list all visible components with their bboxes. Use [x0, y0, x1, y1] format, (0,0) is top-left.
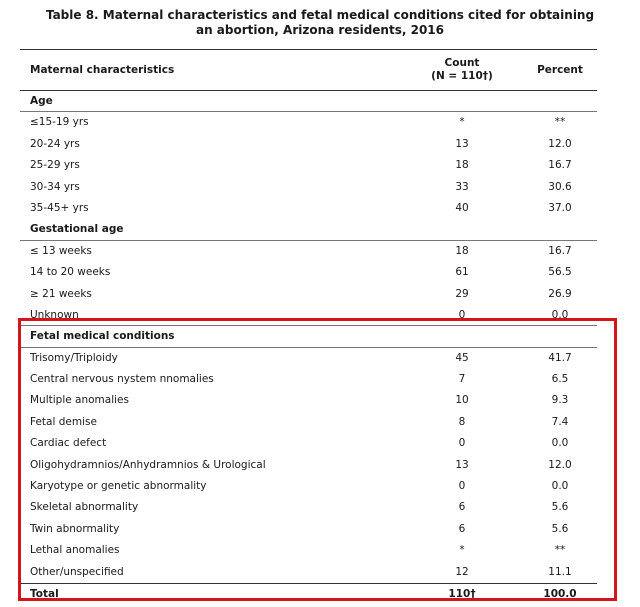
- row-label: Twin abnormality: [30, 522, 120, 535]
- row-percent: 0.0: [551, 480, 569, 493]
- row-label: Other/unspecified: [30, 565, 124, 578]
- row-count: 18: [455, 244, 469, 257]
- table-row: [20, 198, 597, 219]
- total-percent: 100.0: [543, 587, 577, 600]
- table-row: [20, 241, 597, 262]
- row-count: 18: [455, 159, 469, 172]
- table-title-line-2: an abortion, Arizona residents, 2016: [195, 23, 444, 37]
- header-maternal-characteristics: Maternal characteristics: [30, 64, 175, 76]
- row-count: 13: [455, 458, 469, 471]
- row-percent: 0.0: [551, 308, 569, 321]
- row-label: ≤ 13 weeks: [30, 244, 92, 257]
- row-count: 0: [458, 437, 466, 450]
- row-label: Multiple anomalies: [30, 394, 129, 407]
- row-count: 33: [455, 180, 469, 193]
- section-title: Gestational age: [30, 223, 124, 236]
- row-label: 14 to 20 weeks: [30, 266, 111, 279]
- row-count: 13: [455, 137, 469, 150]
- row-percent: **: [554, 544, 566, 557]
- header-count-label: Count: [444, 57, 480, 69]
- row-count: 29: [455, 287, 469, 300]
- row-percent: 12.0: [548, 137, 572, 150]
- row-percent: 5.6: [551, 501, 569, 514]
- row-label: Central nervous nystem nnomalies: [30, 373, 214, 386]
- row-percent: 16.7: [548, 159, 572, 172]
- row-label: Skeletal abnormality: [30, 501, 139, 514]
- header-count-n: (N = 110†): [431, 70, 493, 82]
- row-count: 6: [458, 522, 466, 535]
- row-count: 12: [455, 565, 469, 578]
- row-label: Oligohydramnios/Anhydramnios & Urological: [30, 458, 266, 471]
- row-label: ≤15-19 yrs: [30, 116, 89, 129]
- row-label: 25-29 yrs: [30, 159, 80, 172]
- table-row: [20, 134, 597, 155]
- row-label: Lethal anomalies: [30, 544, 120, 557]
- table-row: [20, 177, 597, 198]
- table-row: [20, 155, 597, 176]
- table-row: [20, 112, 597, 133]
- row-percent: 6.5: [551, 373, 569, 386]
- table-title-line-1: Table 8. Maternal characteristics and fetal medical conditions cited for obtaining: [45, 8, 595, 22]
- table-title: [0, 8, 640, 38]
- highlight-box-fetal-conditions: [18, 318, 617, 601]
- row-percent: 30.6: [548, 180, 572, 193]
- row-label: 35-45+ yrs: [30, 201, 89, 214]
- row-percent: 9.3: [551, 394, 569, 407]
- row-count: 40: [455, 201, 469, 214]
- section-header: [20, 91, 597, 112]
- row-percent: 26.9: [548, 287, 572, 300]
- row-count: 8: [458, 415, 466, 428]
- row-count: 0: [458, 480, 466, 493]
- row-count: 45: [455, 351, 469, 364]
- row-label: ≥ 21 weeks: [30, 287, 92, 300]
- row-count: 0: [458, 308, 466, 321]
- row-count: *: [459, 116, 465, 129]
- section-title: Fetal medical conditions: [30, 330, 175, 343]
- row-label: Unknown: [30, 308, 79, 321]
- row-percent: 37.0: [548, 201, 572, 214]
- row-percent: 56.5: [548, 266, 572, 279]
- row-percent: 11.1: [548, 565, 572, 578]
- section-header: [20, 219, 597, 240]
- row-label: 20-24 yrs: [30, 137, 80, 150]
- row-percent: 41.7: [548, 351, 572, 364]
- row-count: 10: [455, 394, 469, 407]
- row-count: 61: [455, 266, 469, 279]
- row-percent: **: [554, 116, 566, 129]
- total-label: Total: [30, 587, 59, 600]
- row-label: Cardiac defect: [30, 437, 107, 450]
- row-count: *: [459, 544, 465, 557]
- row-percent: 0.0: [551, 437, 569, 450]
- row-percent: 16.7: [548, 244, 572, 257]
- row-count: 6: [458, 501, 466, 514]
- table-header: [20, 50, 597, 91]
- total-count: 110†: [448, 587, 476, 600]
- row-label: 30-34 yrs: [30, 180, 80, 193]
- row-percent: 5.6: [551, 522, 569, 535]
- row-count: 7: [458, 373, 466, 386]
- row-percent: 12.0: [548, 458, 572, 471]
- row-label: Fetal demise: [30, 415, 97, 428]
- header-count: [412, 57, 512, 83]
- row-label: Trisomy/Triploidy: [30, 351, 118, 364]
- section-title: Age: [30, 95, 53, 107]
- table-row: [20, 284, 597, 305]
- table-row: [20, 262, 597, 283]
- row-percent: 7.4: [551, 415, 569, 428]
- row-label: Karyotype or genetic abnormality: [30, 480, 207, 493]
- header-percent: Percent: [537, 64, 583, 76]
